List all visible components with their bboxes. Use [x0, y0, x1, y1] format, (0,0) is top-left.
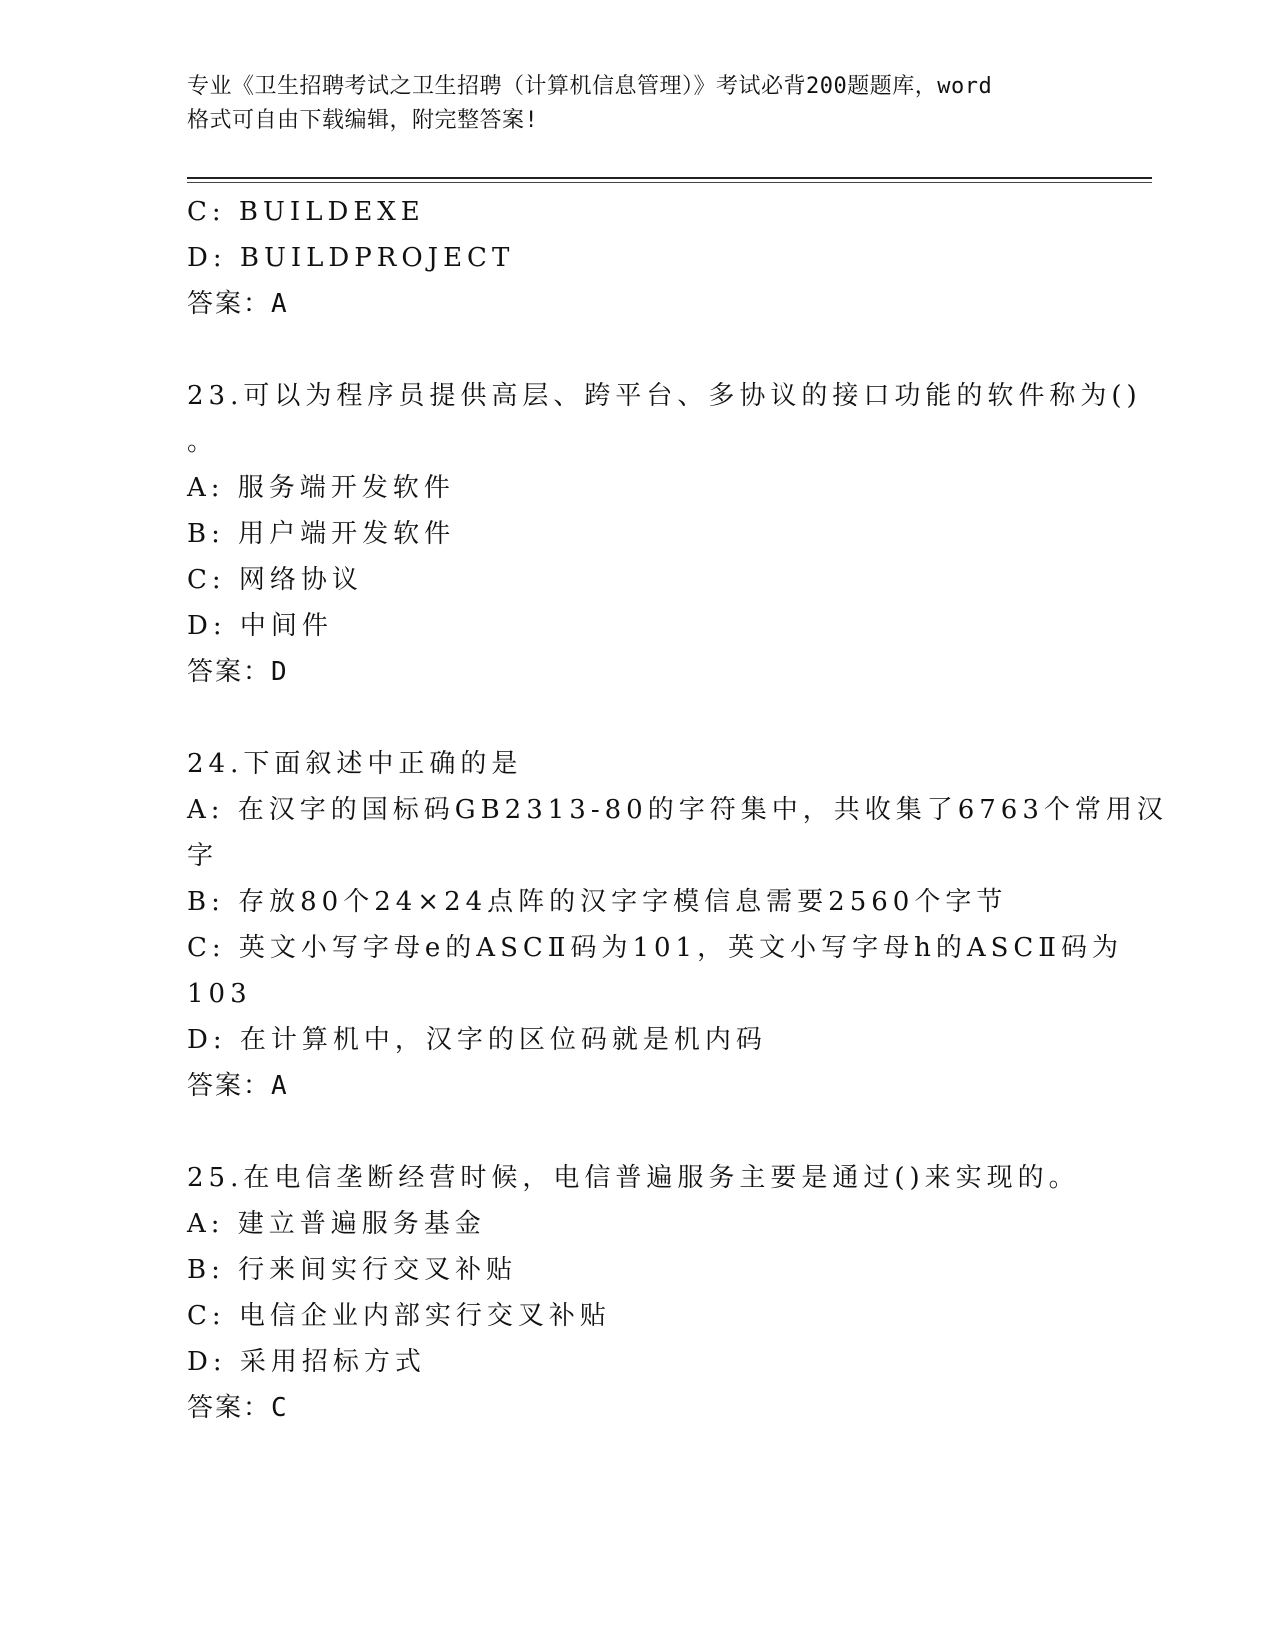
option-c: C: BUILDEXE — [187, 197, 425, 227]
document-header — [187, 70, 1087, 138]
option-a: A: 建立普遍服务基金 — [187, 1209, 486, 1239]
option-a-continued: 字 — [187, 841, 219, 871]
option-c: C: 英文小写字母e的ASCⅡ码为101，英文小写字母h的ASCⅡ码为 — [187, 933, 1123, 963]
option-b: B: 行来间实行交叉补贴 — [187, 1255, 518, 1285]
header-line-2: 格式可自由下载编辑，附完整答案! — [187, 108, 539, 133]
question-text: 24.下面叙述中正确的是 — [187, 749, 523, 779]
header-rule-thick — [187, 177, 1152, 179]
answer: 答案：D — [187, 657, 289, 687]
spacer — [187, 1109, 1087, 1155]
question-text: 25.在电信垄断经营时候，电信普遍服务主要是通过()来实现的。 — [187, 1163, 1080, 1193]
question-24 — [187, 741, 1168, 1109]
question-25 — [187, 1155, 1087, 1431]
question-text: 23.可以为程序员提供高层、跨平台、多协议的接口功能的软件称为() — [187, 381, 1142, 411]
question-23 — [187, 373, 1142, 695]
document-body — [187, 189, 1168, 1431]
header-rule-thin — [187, 182, 1152, 183]
answer: 答案：A — [187, 1071, 289, 1101]
option-d: D: 中间件 — [187, 611, 333, 641]
option-c: C: 电信企业内部实行交叉补贴 — [187, 1301, 611, 1331]
option-a: A: 服务端开发软件 — [187, 473, 455, 503]
option-c-continued: 103 — [187, 979, 252, 1009]
option-b: B: 用户端开发软件 — [187, 519, 456, 549]
spacer — [187, 695, 1087, 741]
answer: 答案：A — [187, 289, 289, 319]
option-a: A: 在汉字的国标码GB2313-80的字符集中，共收集了6763个常用汉 — [187, 795, 1168, 825]
option-b: B: 存放80个24×24点阵的汉字字模信息需要2560个字节 — [187, 887, 1008, 917]
question-22-tail — [187, 189, 1087, 327]
header-line-1: 专业《卫生招聘考试之卫生招聘（计算机信息管理）》考试必背200题题库，word — [187, 74, 993, 99]
spacer — [187, 327, 1087, 373]
option-d: D: BUILDPROJECT — [187, 243, 515, 273]
question-text-continued: 。 — [187, 427, 219, 457]
answer: 答案：C — [187, 1393, 289, 1423]
option-d: D: 在计算机中，汉字的区位码就是机内码 — [187, 1025, 767, 1055]
option-c: C: 网络协议 — [187, 565, 363, 595]
option-d: D: 采用招标方式 — [187, 1347, 426, 1377]
